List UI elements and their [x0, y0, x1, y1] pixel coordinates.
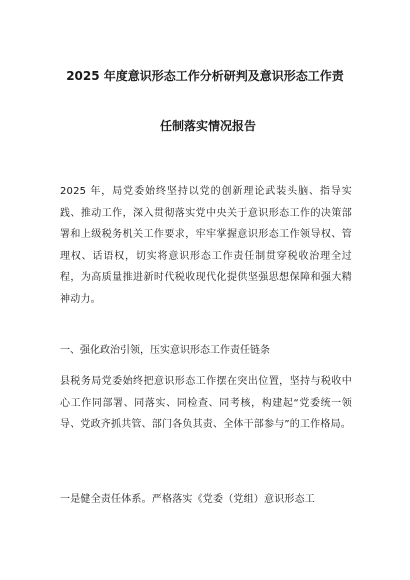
paragraph-intro: 2025 年，局党委始终坚持以党的创新理论武装头脑、指导实践、推动工作，深入贯彻落实党中央关于意识形态工作的决策部署和上级税务机关工作要求，牢牢掌握意识形态工作领导权、管理权、话语权，切实将意识形态工作责任制贯穿税收治理全过程，为高质量推进新时代税收现代化提供坚强思想保障和强大精神动力。	[60, 186, 352, 305]
paragraph-responsibility-system: 一是健全责任体系。严格落实《党委（党组）意识形态工	[60, 494, 315, 505]
section-heading-1: 一、强化政治引领，压实意识形态工作责任链条	[60, 345, 270, 356]
document-title-line-2: 任制落实情况报告	[159, 119, 256, 133]
paragraph-section-1: 县税务局党委始终把意识形态工作摆在突出位置，坚持与税收中心工作同部署、同落实、同检查、同考核，构建起“党委统一领导、党政齐抓共管、部门各负其责、全体干部参与”的工作格局。	[60, 376, 352, 430]
document-title-line-1: 2025 年度意识形态工作分析研判及意识形态工作责	[66, 69, 344, 83]
